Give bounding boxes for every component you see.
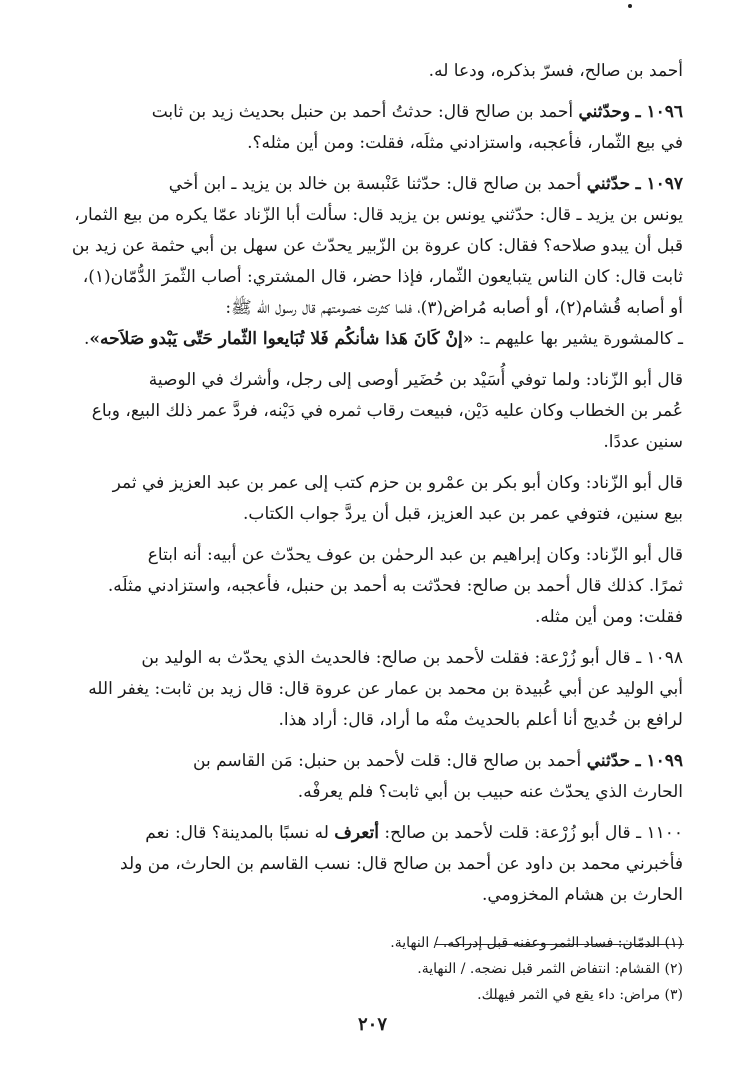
narration-keyword: حدّثني — [586, 174, 631, 194]
text-line: أحمد بن صالح، فسرّ بذكره، ودعا له. — [428, 61, 683, 81]
text-span: له نسبًا بالمدينة؟ قال: نعم — [145, 823, 329, 843]
footnote: (٢) القشام: انتفاض الثمر قبل نضجه. / النهاية. — [417, 961, 683, 977]
text-line: قال أبو الزّناد: ولما توفي أُسَيْد بن حُضَير أوصى إلى رجل، وأشرك في الوصية — [148, 370, 683, 390]
narration-keyword: وحدّثني — [578, 102, 631, 122]
text-line — [56, 97, 683, 128]
paragraph-1097 — [56, 169, 683, 355]
text-span: أحمد بن صالح قال: حدثتُ أحمد بن حنبل بحديث زيد بن ثابت — [151, 102, 574, 122]
narration-keyword: حدّثني — [586, 751, 631, 771]
hadith-number: ١٠٩٧ ـ — [635, 174, 683, 194]
text-line — [56, 169, 683, 200]
paragraph-intro — [56, 56, 683, 87]
text-line: فقلت: ومن أين مثله. — [534, 607, 683, 627]
paragraph-1096 — [56, 97, 683, 159]
page-number: ٢٠٧ — [357, 1014, 387, 1035]
text-line — [56, 818, 683, 849]
paragraph-usayd — [56, 365, 683, 458]
text-line: أو أصابه قُشام(٢)، أو أصابه مُراض(٣)، فلما كثرت خصومتهم قال رسول الله ﷺ: — [225, 298, 683, 318]
text-span: ـ كالمشورة يشير بها عليهم ـ: — [478, 329, 683, 349]
text-line: ١٠٩٨ ـ قال أبو زُرْعة: فقلت لأحمد بن صالح: فالحديث الذي يحدّث به الوليد بن — [141, 648, 683, 668]
text-line: ـ كالمشورة يشير بها عليهم ـ: «إنْ كَانَ هَذا شأنكُم فَلا تُبَايعوا الثّمار حَتّى يَبْدو صَلاَحه». — [83, 329, 683, 349]
text-line: عُمر بن الخطاب وكان عليه دَيْن، فبيعت رقاب ثمره في دَيْنه، فردَّ عمر ذلك البيع، وباع — [91, 401, 683, 421]
footnotes — [56, 930, 683, 1008]
text-span: ١١٠٠ ـ قال أبو زُرْعة: قلت لأحمد بن صالح: — [384, 823, 683, 843]
prophetic-quote: «إنْ كَانَ هَذا شأنكُم فَلا تُبَايعوا الثّمار حَتّى يَبْدو صَلاَحه» — [89, 329, 474, 349]
text-line: ثابت قال: كان الناس يتبايعون الثّمار، فإذا حضر، قال المشتري: أصاب الثّمرَ الدُّمّان(١)، — [82, 267, 683, 287]
text-line: قبل أن يبدو صلاحه؟ فقال: كان عروة بن الزّبير يحدّث عن سهل بن أبي حثمة عن زيد بن — [71, 236, 683, 256]
text-line: بيع سنين، فتوفي عمر بن عبد العزيز، قبل أن يردَّ جواب الكتاب. — [243, 504, 683, 524]
text-line: ثمرًا. كذلك قال أحمد بن صالح: فحدّثت به أحمد بن حنبل، فأعجبه، واستزادني مثلَه. — [107, 576, 683, 596]
hadith-number: ١٠٩٦ ـ — [635, 102, 683, 122]
text-line: فأخبرني محمد بن داود عن أحمد بن صالح قال: نسب القاسم بن الحارث، من ولد — [120, 854, 683, 874]
text-line: قال أبو الزّناد: وكان إبراهيم بن عبد الرحمٰن بن عوف يحدّث عن أبيه: أنه ابتاع — [147, 545, 683, 565]
text-span: أحمد بن صالح قال: حدّثنا عَنْبسة بن خالد بن يزيد ـ ابن أخي — [168, 174, 582, 194]
paragraph-1098 — [56, 643, 683, 736]
text-line: سنين عددًا. — [603, 432, 683, 452]
paragraph-abu-bakr — [56, 468, 683, 530]
footnote: (٣) مراض: داء يقع في الثمر فيهلك. — [477, 987, 683, 1003]
footnote: (١) الدمّان: فساد الثمر وعفنه قبل إدراكه. / النهاية. — [390, 935, 683, 951]
text-line: لرافع بن خُديج أنا أعلم بالحديث منْه ما أراد، قال: أراد هذا. — [278, 710, 683, 730]
question-keyword: أتعرف — [334, 823, 379, 843]
text-span: أحمد بن صالح قال: قلت لأحمد بن حنبل: مَن القاسم بن — [193, 751, 582, 771]
text-line: قال أبو الزّناد: وكان أبو بكر بن عمْرو بن حزم كتب إلى عمر بن عبد العزيز في ثمر — [112, 473, 683, 493]
text-line: الحارث بن هشام المخزومي. — [482, 885, 683, 905]
text-line: يونس بن يزيد ـ قال: حدّثني يونس بن يزيد قال: سألت أبا الزّناد عمّا يكره من بيع الثمار، — [74, 205, 683, 225]
text-line: أبي الوليد عن أبي عُبيدة بن محمد بن عمار عن عروة قال: قال زيد بن ثابت: يغفر الله — [88, 679, 683, 699]
paragraph-ibrahim — [56, 540, 683, 633]
paragraph-1099 — [56, 746, 683, 808]
text-line: الحارث الذي يحدّث عنه حبيب بن أبي ثابت؟ فلم يعرفْه. — [297, 782, 683, 802]
hadith-number: ١٠٩٩ ـ — [635, 751, 683, 771]
paragraph-1100 — [56, 818, 683, 911]
text-line: في بيع الثّمار، فأعجبه، واستزادني مثلَه، فقلت: ومن أين مثله؟. — [247, 133, 683, 153]
ink-dot — [628, 4, 632, 8]
page-body — [56, 56, 683, 921]
text-line — [56, 746, 683, 777]
